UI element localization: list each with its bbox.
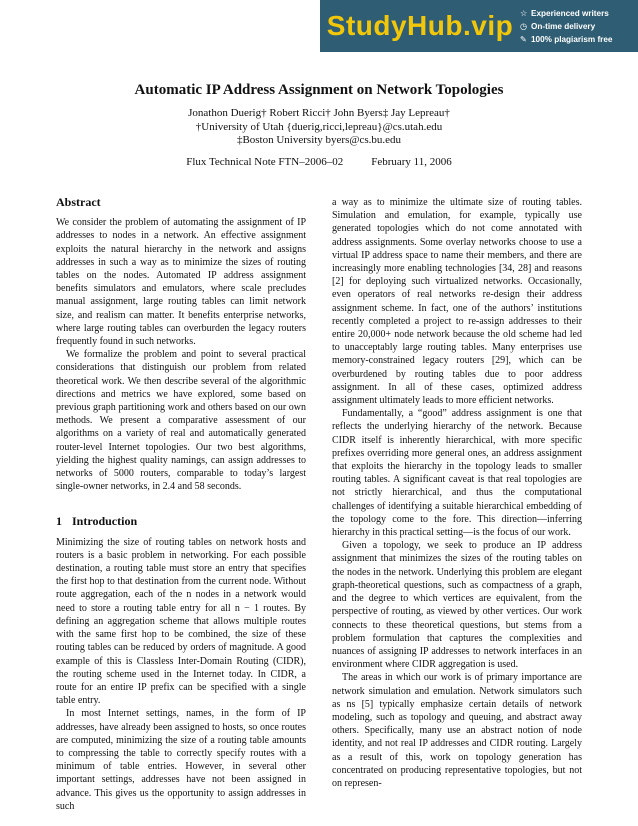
introduction-heading	[56, 515, 306, 528]
abstract-paragraph-1: We consider the problem of automating the assignment of IP addresses to nodes in a network. An effective assignment exploits the natural hierarchy in the network and assigns addresses in such a way as to minimize the sizes of routing tables on the nodes. Automated IP address assignment benefits simulators and emulators, where scale precludes manual assignment, large routing tables can limit network size, and realism can matter. It benefits enterprise networks, where large routing tables can overburden the legacy routers frequently found in such networks.	[56, 217, 306, 348]
abstract-heading: Abstract	[56, 195, 101, 209]
section-number: 1	[56, 514, 62, 529]
tech-note-id: Flux Technical Note FTN–2006–02	[186, 156, 344, 168]
intro-paragraph-2: In most Internet settings, names, in the form of IP addresses, have already been assigned to hosts, so once routes are computed, minimizing the size of a routing table amounts to compressing the table to correctly specify routes with a minimum of table entries. However, in several other important settings, addresses have not been assigned in advance. This gives us the opportunity to assign addresses in such	[56, 708, 306, 812]
body-paragraph-given-topology: Given a topology, we seek to produce an IP address assignment that minimizes the sizes of the routing tables on the nodes in the network. Underlying this problem are elegant graph-theoretical questions, such as compactness of a graph, and the degree to which vertices are equivalent, from the perspective of routing, as viewed by other vertices. Our work connects to these theoretical questions, but stems from a problem formulation that captures the complexities and nuances of assigning IP addresses to network interfaces in an environment where CIDR aggregation is used.	[332, 540, 582, 671]
affiliation-bu: ‡Boston University byers@cs.bu.edu	[236, 134, 402, 146]
pen-icon: ✎	[520, 34, 527, 44]
body-paragraph-good-assignment: Fundamentally, a “good” address assignment is one that reflects the underlying hierarchy of the network. Because CIDR itself is inherently hierarchical, with more specific prefixes overriding more general ones, an address assignment that exploits the hierarchy in the topology leads to smaller routing tables. A significant caveat is that real topologies are not strictly hierarchical, and thus the computational challenges of identifying a suitable hierarchical embedding of the topology come to the fore. This direction—inferring hierarchy in this practical setting—is the focus of our work.	[332, 408, 582, 539]
feature-experienced-writers: ☆ Experienced writers	[520, 8, 609, 18]
section-title: Introduction	[72, 514, 138, 529]
affiliation-utah: †University of Utah {duerig,ricci,lepreau}@cs.utah.edu	[195, 121, 443, 133]
publication-date: February 11, 2006	[371, 156, 452, 168]
banner-features	[520, 7, 638, 46]
paper-title: Automatic IP Address Assignment on Network Topologies	[134, 82, 504, 98]
tech-note-line	[0, 156, 638, 168]
intro-paragraph-1: Minimizing the size of routing tables on network hosts and routers is a basic problem in networking. For each possible destination, a routing table must store an entry that specifies the first hop to that destination from the current node. Without route aggregation, each of the n nodes in a network would need to store a routing table entry for all n − 1 routes. By defining an aggregation scheme that allows multiple routes with the same first hop to be combined, the size of these routing tables can be reduced by orders of magnitude. A good example of this is Classless Inter-Domain Routing (CIDR), the routing scheme used in the Internet today. In CIDR, a route for an entire IP prefix can be specified with a single table entry.	[56, 536, 306, 707]
left-column	[56, 196, 306, 813]
right-column	[332, 196, 582, 790]
body-paragraph-continued: a way as to minimize the ultimate size of routing tables. Simulation and emulation, for example, typically use generated topologies which do not come annotated with address assignments. Some overlay networks choose to use a virtual IP address space to name their members, and there are increasingly more enabling technologies [34, 28] and reasons [2] for deploying such virtualized networks. Occasionally, even operators of real networks re-design their address assignment scheme. In fact, one of the authors’ institutions recently completed a project to re-assign addresses to their entire 20,000+ node network because the old scheme had led to unacceptably large routing tables. Many enterprises use memory-constrained legacy routers [29], which can be overburdened by routing tables due to poor address assignment. In all of these cases, optimized address assignment ultimately leads to more efficient networks.	[332, 197, 582, 407]
clock-icon: ◷	[520, 21, 528, 31]
feature-plagiarism-free: ✎ 100% plagiarism free	[520, 34, 613, 44]
abstract-paragraph-2: We formalize the problem and point to several practical considerations that distinguish our problem from related theoretical work. We then describe several of the algorithmic directions and metrics we have explored, some based on previous graph partitioning work and others based on our own methods. We present a comparative assessment of our algorithms on a variety of real and automatically generated router-level Internet topologies. Our two best algorithms, yielding the highest quality namings, can assign addresses to networks of 5000 routers, comparable to today’s largest single-owner networks, in 2.4 and 58 seconds.	[56, 349, 306, 493]
studyhub-banner[interactable]	[320, 0, 638, 52]
feature-on-time-delivery: ◷ On-time delivery	[520, 21, 596, 31]
star-icon: ☆	[520, 8, 528, 18]
studyhub-logo: StudyHub.vip	[326, 10, 514, 41]
paper-authors: Jonathon Duerig† Robert Ricci† John Byers‡ Jay Lepreau†	[188, 107, 450, 119]
body-paragraph-primary-importance: The areas in which our work is of primary importance are network simulation and emulation. Network simulators such as ns [5] typically emphasize certain details of network modeling, such as topology and queuing, and abstract away others. Specifically, many use an abstract notion of node identity, and not real IP addresses and CIDR routing. Largely as a result of this, work on topology generation has concentrated on producing representative topologies, but not on represen-	[332, 672, 582, 789]
